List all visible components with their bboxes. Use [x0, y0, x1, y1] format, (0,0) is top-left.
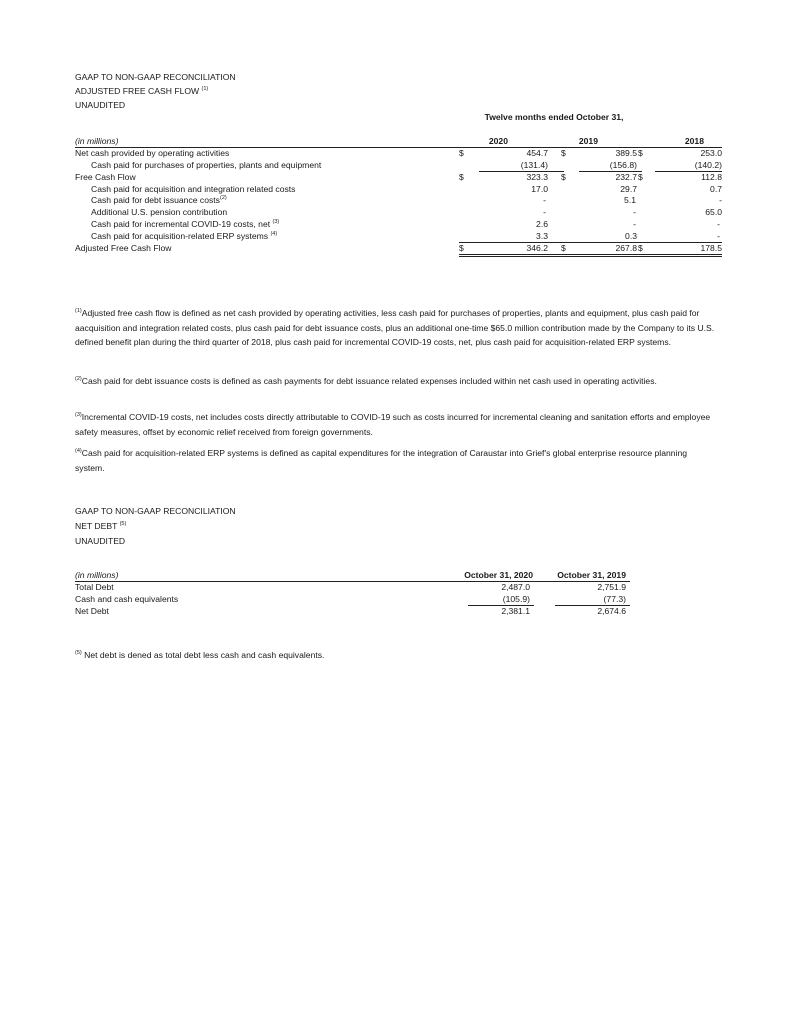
section2-subtitle-note: (5)	[119, 521, 127, 527]
footnote-ref: (2)	[219, 195, 227, 202]
cell-value: 0.3	[625, 231, 637, 242]
currency-symbol: $	[459, 243, 464, 254]
row-label: Cash paid for acquisition-related ERP systems $^{(4)}$	[91, 231, 278, 242]
section1-subtitle: ADJUSTED FREE CASH FLOW $^{(1)}$	[75, 86, 209, 96]
cell-value: 346.2	[526, 243, 548, 254]
year-header: 2020	[488, 136, 508, 146]
cell-value: 2.6	[536, 219, 548, 230]
cell-value: -	[717, 231, 720, 242]
unit-label: (in millions)	[75, 136, 119, 146]
cell-value: (156.8)	[609, 159, 637, 170]
table-row	[75, 594, 630, 606]
footnote-marker: (3)	[75, 412, 82, 418]
cell-value: 454.7	[526, 147, 548, 158]
table-row	[75, 606, 630, 618]
cell-value: 2,674.6	[597, 605, 626, 616]
double-underline	[459, 256, 564, 257]
section2-header	[75, 504, 236, 549]
table-row	[75, 582, 630, 594]
cell-value: 65.0	[705, 207, 722, 218]
cell-value: 2,751.9	[597, 581, 626, 592]
section1-header	[75, 70, 236, 112]
row-label: Net Debt	[75, 605, 109, 616]
column-header: October 31, 2020	[464, 570, 533, 580]
section1-title: GAAP TO NON-GAAP RECONCILIATION	[75, 72, 236, 82]
row-label: Free Cash Flow	[75, 171, 136, 182]
footnote-text: Cash paid for acquisition-related ERP systems is defined as capital expenditures for the integration of Caraustar into Grief's global enterprise resource planning system.	[75, 448, 688, 473]
table-row	[75, 184, 722, 196]
footnote	[75, 374, 715, 389]
footnote-text: Cash paid for debt issuance costs is defined as cash payments for debt issuance related expenses included within net cash used in operating activities.	[81, 376, 657, 386]
table-row	[75, 243, 722, 255]
cell-value: 2,487.0	[501, 581, 530, 592]
row-label: Net cash provided by operating activities	[75, 147, 230, 158]
cell-value: (77.3)	[603, 593, 626, 604]
footnote-marker: (5)	[75, 650, 82, 656]
cell-value: -	[633, 219, 636, 230]
cell-value: (131.4)	[520, 159, 548, 170]
cell-value: 29.7	[620, 183, 637, 194]
row-label: Cash paid for acquisition and integration related costs	[91, 183, 296, 194]
currency-symbol: $	[561, 147, 566, 158]
footnote-ref: (3)	[272, 219, 280, 226]
cell-value: 232.7	[615, 171, 637, 182]
cash-flow-table	[75, 136, 722, 255]
double-underline	[459, 254, 564, 255]
currency-symbol: $	[638, 171, 643, 182]
table-row	[75, 172, 722, 184]
section1-status: UNAUDITED	[75, 100, 126, 110]
footnote	[75, 410, 715, 439]
currency-symbol: $	[638, 243, 643, 254]
column-header: October 31, 2019	[557, 570, 626, 580]
row-label: Cash paid for incremental COVID-19 costs, net $^{(3)}$	[91, 219, 280, 230]
double-underline	[561, 256, 642, 257]
currency-symbol: $	[561, 171, 566, 182]
footnote-ref: (4)	[270, 231, 278, 238]
double-underline	[561, 254, 642, 255]
row-label: Cash paid for purchases of properties, plants and equipment	[91, 159, 322, 170]
year-header: 2018	[684, 136, 704, 146]
cell-value: 267.8	[615, 243, 637, 254]
cell-value: 2,381.1	[501, 605, 530, 616]
double-underline	[638, 256, 722, 257]
row-label: Adjusted Free Cash Flow	[75, 243, 172, 254]
double-underline	[638, 254, 722, 255]
cell-value: 3.3	[536, 231, 548, 242]
table-row	[75, 207, 722, 219]
row-label: Additional U.S. pension contribution	[91, 207, 228, 218]
currency-symbol: $	[459, 171, 464, 182]
section2-subtitle: NET DEBT $^{(5)}$	[75, 521, 127, 531]
footnote-text: Adjusted free cash flow is defined as net cash provided by operating activities, less cash paid for purchases of properties, plants and equipment, plus cash paid for aacquisition and integration related costs, plus cash paid for debt issuance costs, plus an additional one-time $65.0 million contribution made by the Company to its U.S. defined benefit plan during the third quarter of 2018, plus cash paid for incremental COVID-19 costs, net, plus cash paid for acquisition-related ERP systems.	[75, 308, 715, 347]
table-row	[75, 148, 722, 160]
cell-value: 178.5	[700, 243, 722, 254]
cell-value: 0.7	[710, 183, 722, 194]
cell-value: 389.5	[615, 147, 637, 158]
row-label: Cash and cash equivalents	[75, 593, 179, 604]
cell-value: -	[543, 207, 546, 218]
footnote-marker: (2)	[75, 376, 82, 382]
cell-value: 17.0	[531, 183, 548, 194]
row-label: Cash paid for debt issuance costs$^{(2)}$	[91, 195, 227, 206]
currency-symbol: $	[459, 147, 464, 158]
footnote-marker: (4)	[75, 448, 82, 454]
cell-value: (140.2)	[694, 159, 722, 170]
year-header: 2019	[578, 136, 598, 146]
cell-value: -	[633, 207, 636, 218]
section2-title: GAAP TO NON-GAAP RECONCILIATION	[75, 506, 236, 516]
footnote-marker: (1)	[75, 308, 82, 314]
section1-subtitle-note: (1)	[201, 86, 209, 92]
net-debt-table	[75, 570, 630, 618]
unit-label: (in millions)	[75, 570, 119, 580]
footnote-text: Net debt is dened as total debt less cash and cash equivalents.	[84, 650, 325, 660]
footnote	[75, 648, 715, 663]
table-row	[75, 219, 722, 231]
currency-symbol: $	[561, 243, 566, 254]
cell-value: 112.8	[701, 171, 722, 182]
cell-value: 323.3	[526, 171, 548, 182]
table-row	[75, 160, 722, 172]
footnote	[75, 306, 715, 350]
section2-status: UNAUDITED	[75, 536, 126, 546]
row-label: Total Debt	[75, 581, 114, 592]
cell-value: -	[717, 219, 720, 230]
footnote-text: Incremental COVID-19 costs, net includes costs directly attributable to COVID-19 such as costs incurred for incremental cleaning and sanitation efforts and employee safety measures, offset by economic relief received from foreign governments.	[75, 412, 711, 437]
cell-value: -	[719, 195, 722, 206]
currency-symbol: $	[638, 147, 643, 158]
table-row	[75, 195, 722, 207]
cell-value: -	[543, 195, 546, 206]
period-header: Twelve months ended October 31,	[484, 112, 624, 122]
footnote	[75, 446, 715, 475]
cell-value: 5.1	[624, 195, 636, 206]
table-row	[75, 231, 722, 243]
cell-value: (105.9)	[502, 593, 530, 604]
cell-value: 253.0	[700, 147, 722, 158]
